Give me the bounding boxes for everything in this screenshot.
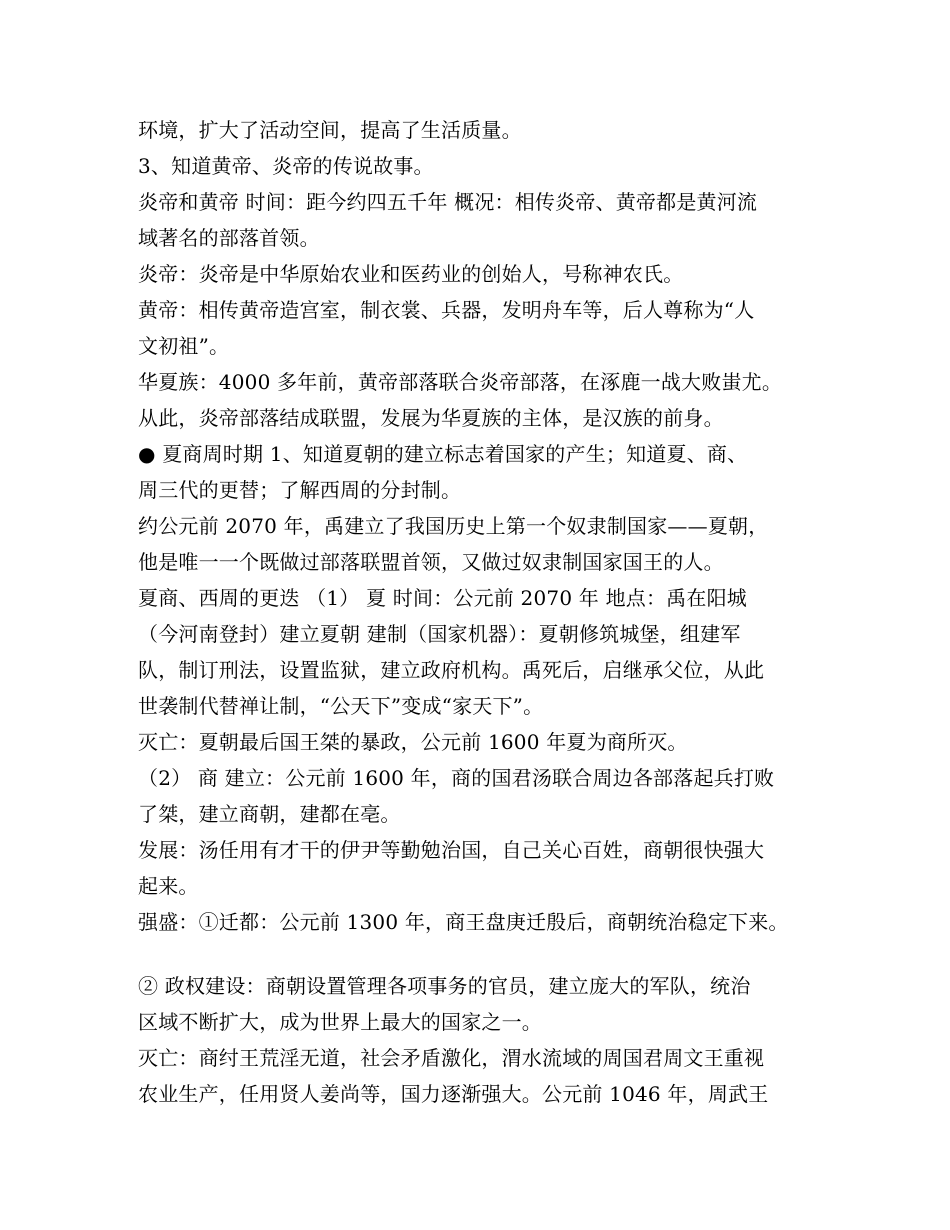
text-line: 炎帝：炎帝是中华原始农业和医药业的创始人，号称神农氏。 (138, 262, 684, 286)
text-line: 灭亡：夏朝最后国王桀的暴政，公元前 1600 年夏为商所灭。 (138, 730, 688, 754)
text-line: 周三代的更替；了解西周的分封制。 (138, 478, 462, 502)
text-line: ② 政权建设：商朝设置管理各项事务的官员，建立庞大的军队，统治 (138, 974, 751, 998)
text-line: 队，制订刑法，设置监狱，建立政府机构。禹死后，启继承父位，从此 (138, 658, 765, 682)
text-line: 区域不断扩大，成为世界上最大的国家之一。 (138, 1010, 542, 1034)
text-line: 灭亡：商纣王荒淫无道，社会矛盾激化，渭水流域的周国君周文王重视 (138, 1046, 765, 1070)
text-line: （今河南登封）建立夏朝 建制（国家机器）：夏朝修筑城堡，组建军 (138, 622, 741, 646)
text-line: 3、知道黄帝、炎帝的传说故事。 (138, 154, 434, 178)
text-line: 域著名的部落首领。 (138, 226, 320, 250)
text-line: 炎帝和黄帝 时间：距今约四五千年 概况：相传炎帝、黄帝都是黄河流 (138, 190, 758, 214)
text-line: （2） 商 建立：公元前 1600 年，商的国君汤联合周边各部落起兵打败 (138, 766, 775, 790)
text-line: 世袭制代替禅让制，“公天下”变成“家天下”。 (138, 694, 544, 718)
text-line: 农业生产，任用贤人姜尚等，国力逐渐强大。公元前 1046 年，周武王 (138, 1082, 769, 1106)
text-line: 华夏族：4000 多年前，黄帝部落联合炎帝部落，在涿鹿一战大败蚩尤。 (138, 370, 783, 394)
section-heading: ● 夏商周时期 1、知道夏朝的建立标志着国家的产生；知道夏、商、 (138, 442, 748, 466)
text-line: 黄帝：相传黄帝造宫室，制衣裳、兵器，发明舟车等，后人尊称为“人 (138, 298, 755, 322)
text-line: 环境，扩大了活动空间，提高了生活质量。 (138, 118, 522, 142)
text-line: 强盛：①迁都：公元前 1300 年，商王盘庚迁殷后，商朝统治稳定下来。 (138, 910, 789, 934)
text-line: 夏商、西周的更迭 （1） 夏 时间：公元前 2070 年 地点：禹在阳城 (138, 586, 747, 610)
text-line: 文初祖”。 (138, 334, 230, 358)
text-line: 了桀，建立商朝，建都在亳。 (138, 802, 401, 826)
text-line: 发展：汤任用有才干的伊尹等勤勉治国，自己关心百姓，商朝很快强大 (138, 838, 765, 862)
text-line: 他是唯一一个既做过部落联盟首领，又做过奴隶制国家国王的人。 (138, 550, 724, 574)
text-line: 约公元前 2070 年，禹建立了我国历史上第一个奴隶制国家——夏朝， (138, 514, 769, 538)
text-line: 从此，炎帝部落结成联盟，发展为华夏族的主体，是汉族的前身。 (138, 406, 724, 430)
text-line: 起来。 (138, 874, 199, 898)
